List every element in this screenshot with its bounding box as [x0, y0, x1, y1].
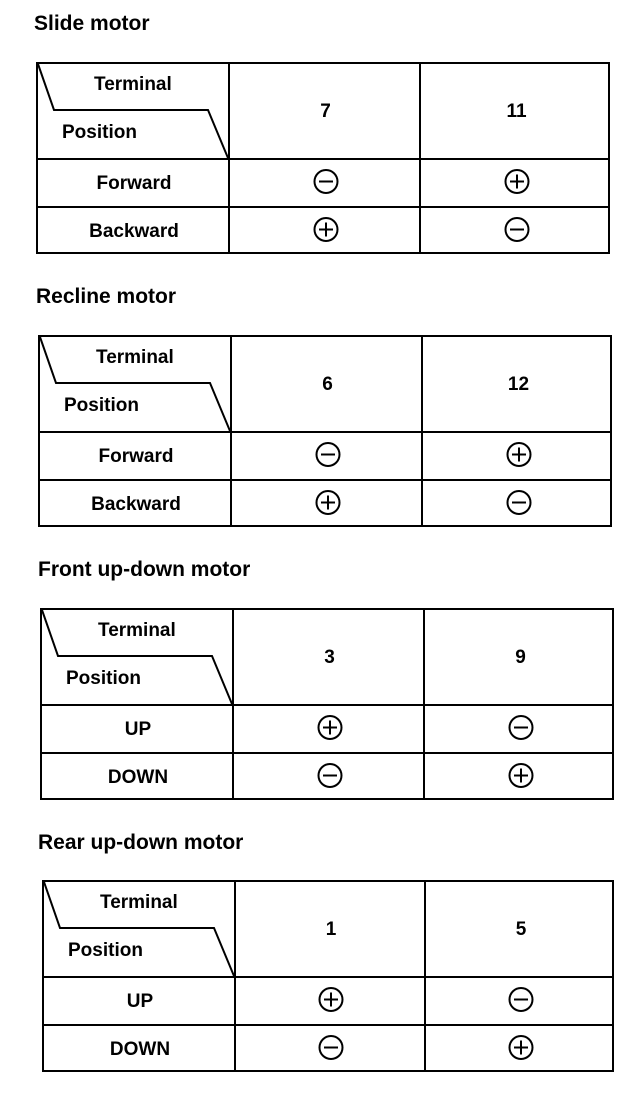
minus-icon [312, 168, 340, 201]
minus-icon [505, 489, 533, 522]
minus-icon [507, 986, 535, 1019]
position-label: DOWN [109, 1039, 171, 1060]
section-title: Slide motor [34, 12, 150, 35]
terminal-number: 7 [320, 101, 331, 122]
plus-icon [316, 714, 344, 747]
terminal-number: 5 [515, 919, 527, 940]
position-label: Forward [98, 446, 174, 467]
terminal-header-label: Terminal [96, 347, 174, 368]
row-divider [44, 1024, 612, 1026]
row-divider [42, 752, 612, 754]
terminal-table [36, 62, 610, 254]
position-label: Backward [91, 494, 181, 515]
terminal-number: 9 [515, 647, 526, 668]
section-title: Front up-down motor [38, 558, 251, 581]
position-header-label: Position [68, 940, 143, 961]
position-label: DOWN [107, 767, 169, 788]
terminal-number: 3 [324, 647, 335, 668]
minus-icon [317, 1034, 345, 1067]
minus-icon [503, 216, 531, 249]
terminal-table [38, 335, 612, 527]
row-divider [38, 206, 608, 208]
position-header-label: Position [66, 668, 141, 689]
terminal-header-label: Terminal [98, 620, 176, 641]
minus-icon [316, 762, 344, 795]
plus-icon [507, 762, 535, 795]
position-label: Forward [96, 173, 172, 194]
plus-icon [503, 168, 531, 201]
row-divider [40, 479, 610, 481]
plus-icon [312, 216, 340, 249]
terminal-number: 1 [325, 919, 337, 940]
terminal-table [42, 880, 614, 1072]
plus-icon [505, 441, 533, 474]
position-header-label: Position [64, 395, 139, 416]
plus-icon [317, 986, 345, 1019]
position-label: UP [126, 991, 154, 1012]
terminal-number: 12 [507, 374, 530, 395]
position-label: UP [124, 719, 152, 740]
plus-icon [507, 1034, 535, 1067]
minus-icon [507, 714, 535, 747]
terminal-number: 6 [322, 374, 333, 395]
terminal-header-label: Terminal [94, 74, 172, 95]
section-title: Recline motor [36, 285, 177, 308]
terminal-number: 11 [506, 101, 527, 122]
minus-icon [314, 441, 342, 474]
position-header-label: Position [62, 122, 137, 143]
terminal-table [40, 608, 614, 800]
position-label: Backward [89, 221, 179, 242]
section-title: Rear up-down motor [38, 831, 244, 854]
terminal-header-label: Terminal [100, 892, 178, 913]
plus-icon [314, 489, 342, 522]
